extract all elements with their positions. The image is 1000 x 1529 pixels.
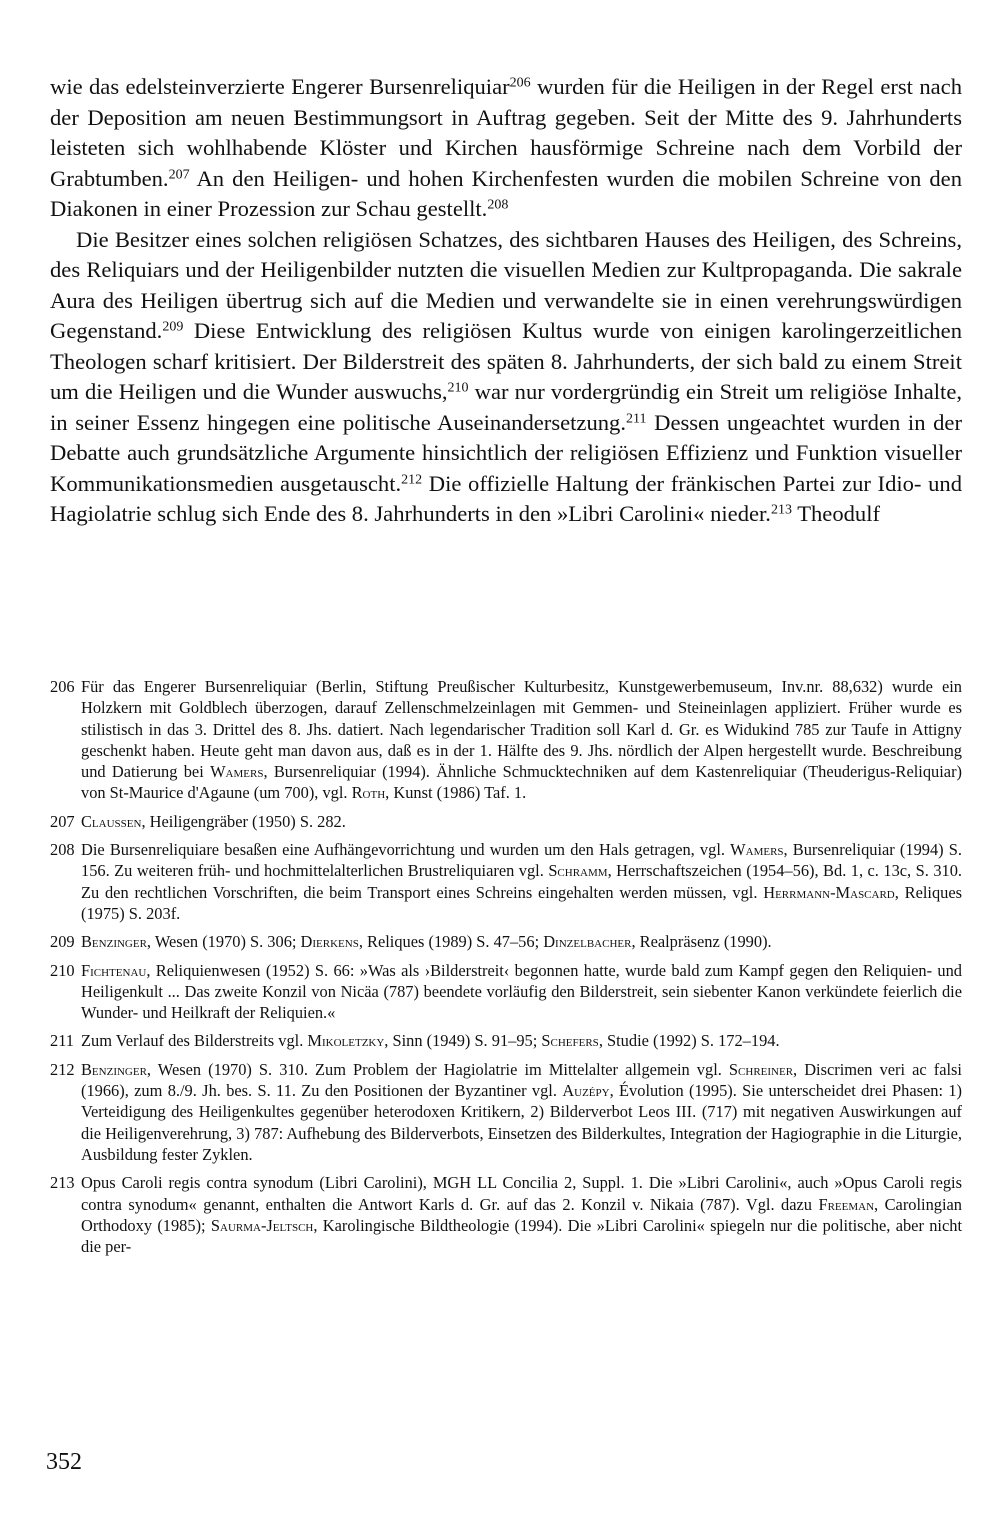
author-name: Schefers bbox=[541, 1031, 599, 1051]
footnote-212 bbox=[50, 1059, 962, 1165]
text-run: Die offizielle Haltung der fränkischen Partei zur Idio- und Hagiolatrie schlug sich Ende des 8. Jahrhunderts in den »Libri Carolini« nieder. bbox=[50, 470, 962, 526]
footnote-ref-210: 210 bbox=[447, 380, 469, 396]
footnote-ref-206: 206 bbox=[509, 75, 531, 91]
footnote-210 bbox=[50, 960, 962, 1024]
text-run: wurden für die Heiligen in der Regel erst nach der Deposition am neuen Bestimmungsort in Auftrag gegeben. Seit der Mitte des 9. Jahrhunderts leisteten sich wohlhabende Klöster und Kirchen hausförmige Schreine nach dem Vorbild der Grabtumben. bbox=[50, 74, 962, 191]
text-run: , Bursenreliquiar (1994) S. 156. Zu weiteren früh- und hochmittelalterlichen Brustreliquiaren vgl. bbox=[81, 840, 962, 881]
footnote-text bbox=[81, 931, 962, 952]
author-name: Benzinger bbox=[81, 932, 147, 952]
footnote-207 bbox=[50, 811, 962, 832]
text-run: , Studie (1992) S. 172–194. bbox=[598, 1031, 780, 1051]
footnote-206 bbox=[50, 676, 962, 804]
text-run: , Wesen (1970) S. 310. Zum Problem der Hagiolatrie im Mittelalter allgemein vgl. bbox=[146, 1059, 729, 1079]
text-run: , Sinn (1949) S. 91–95; bbox=[384, 1031, 542, 1051]
footnote-number: 210 bbox=[50, 960, 75, 980]
text-run: Dessen ungeachtet wurden in der Debatte auch grundsätzliche Argumente hinsichtlich der religiösen Effizienz und Funktion visueller Kommunikationsmedien ausgetauscht. bbox=[50, 409, 962, 496]
author-name: Roth bbox=[351, 783, 386, 803]
footnote-ref-208: 208 bbox=[487, 197, 509, 213]
footnote-ref-212: 212 bbox=[401, 471, 423, 487]
text-run: Opus Caroli regis contra synodum (Libri Carolini), MGH LL Concilia 2, Suppl. 1. Die »Libri Carolini«, auch »Opus Caroli regis contra synodum« genannt, enthalten die Antwort Karls d. Gr. auf das 2. Konzil v. Nikaia (787). Vgl. dazu bbox=[81, 1173, 962, 1214]
footnote-text bbox=[81, 1172, 962, 1257]
author-name: Mikoletzky bbox=[307, 1031, 385, 1051]
text-run: , Karolingische Bildtheologie (1994). Die »Libri Carolini« spiegeln nur die politische, aber nicht die per- bbox=[81, 1215, 962, 1257]
main-text bbox=[50, 72, 962, 530]
author-name: Claussen bbox=[81, 811, 142, 831]
author-name: Benzinger bbox=[81, 1059, 147, 1079]
author-name: Saurma-Jeltsch bbox=[210, 1215, 314, 1235]
text-run: , Reliques (1989) S. 47–56; bbox=[358, 932, 544, 952]
footnote-number: 207 bbox=[50, 811, 75, 831]
author-name: Wamers bbox=[730, 840, 784, 860]
text-run: Zum Verlauf des Bilderstreits vgl. bbox=[81, 1031, 308, 1051]
footnote-208 bbox=[50, 839, 962, 924]
footnotes bbox=[50, 676, 962, 1264]
text-run: , Kunst (1986) Taf. 1. bbox=[385, 783, 527, 803]
text-run: wie das edelsteinverzierte Engerer Bursenreliquiar bbox=[50, 74, 510, 99]
footnote-number: 213 bbox=[50, 1173, 75, 1193]
text-run: , Évolution (1995). Sie unterscheidet drei Phasen: 1) Verteidigung des Heiligenkultes gegenüber heterodoxen Kritikern, 2) Bilderverbot Leos III. (717) mit negativen Auswirkungen auf die Heiligenverehrung, 3) 787: Aufhebung des Bilderverbots, Einsetzen des Bilderkultes, Integration der Hagiographie in die Liturgie, Ausbildung fester Zyklen. bbox=[81, 1081, 962, 1164]
author-name: Dierkens bbox=[300, 932, 359, 952]
text-run: , Carolingian Orthodoxy (1985); bbox=[81, 1194, 962, 1235]
author-name: Schreiner bbox=[728, 1059, 794, 1079]
footnote-number: 212 bbox=[50, 1059, 75, 1079]
text-run: Die Besitzer eines solchen religiösen Schatzes, des sichtbaren Hauses des Heiligen, des Schreins, des Reliquiars und der Heiligenbilder nutzten die visuellen Medien zur Kultpropaganda. Die sakrale Aura des Heiligen übertrug sich auf die Medien und verwandelte sie in einen verehrungswürdigen Gegenstand. bbox=[50, 226, 962, 343]
text-run: , Discrimen veri ac falsi (1966), zum 8./9. Jh. bes. S. 11. Zu den Positionen der Byzantiner vgl. bbox=[81, 1059, 962, 1101]
author-name: Herrmann-Mascard bbox=[763, 882, 895, 902]
text-run: , Reliques (1975) S. 203f. bbox=[81, 882, 962, 923]
text-run: , Realpräsenz (1990). bbox=[631, 932, 772, 952]
page-number: 352 bbox=[46, 1449, 82, 1475]
footnote-text bbox=[81, 1059, 962, 1165]
author-name: Schramm bbox=[548, 861, 608, 881]
footnote-number: 211 bbox=[50, 1031, 74, 1051]
footnote-209 bbox=[50, 931, 962, 952]
author-name: Dinzelbacher bbox=[543, 932, 632, 952]
text-run: Die Bursenreliquiare besaßen eine Aufhängevorrichtung und wurden um den Hals getragen, vgl. bbox=[81, 840, 731, 860]
text-run: , Wesen (1970) S. 306; bbox=[146, 932, 301, 952]
footnote-ref-207: 207 bbox=[168, 166, 190, 182]
footnote-ref-213: 213 bbox=[770, 502, 792, 518]
footnote-number: 206 bbox=[50, 677, 75, 696]
text-run: , Heiligengräber (1950) S. 282. bbox=[141, 811, 346, 831]
footnote-text bbox=[81, 960, 962, 1024]
text-run: war nur vordergründig ein Streit um religiöse Inhalte, in seiner Essenz hingegen eine politische Auseinandersetzung. bbox=[50, 379, 962, 435]
paragraph-1 bbox=[50, 72, 962, 225]
footnote-text bbox=[81, 811, 962, 832]
author-name: Auzépy bbox=[562, 1081, 610, 1101]
footnote-number: 208 bbox=[50, 840, 75, 860]
text-run: , Reliquienwesen (1952) S. 66: »Was als ›Bilderstreit‹ begonnen hatte, wurde bald zum Kampf gegen den Reliquien- und Heiligenkult ... Das zweite Konzil von Nicäa (787) beendete vorläufig den Bilderstreit, sein siebenter Kanon verkündete feierlich die Wunder- und Heilkraft der Reliquien.« bbox=[81, 960, 962, 1023]
text-run: An den Heiligen- und hohen Kirchenfesten wurden die mobilen Schreine von den Diakonen in einer Prozession zur Schau gestellt. bbox=[50, 165, 962, 221]
footnote-ref-209: 209 bbox=[162, 319, 184, 335]
footnote-text bbox=[81, 839, 962, 924]
paragraph-2 bbox=[50, 225, 962, 530]
author-name: Freeman bbox=[818, 1194, 875, 1214]
text-run: , Herrschaftszeichen (1954–56), Bd. 1, c. 13c, S. 310. Zu den rechtlichen Vorschriften, die beim Transport eines Schreins eingehalten werden müssen, vgl. bbox=[81, 861, 962, 902]
footnote-text bbox=[81, 1030, 962, 1051]
footnote-text bbox=[81, 676, 962, 804]
footnote-number: 209 bbox=[50, 932, 75, 952]
footnote-ref-211: 211 bbox=[626, 410, 647, 426]
text-run: , Bursenreliquiar (1994). Ähnliche Schmucktechniken auf dem Kastenreliquiar (Theuderigus-Reliquiar) von St-Maurice d'Agaune (um 700), vgl. bbox=[81, 762, 962, 803]
text-run: Für das Engerer Bursenreliquiar (Berlin, Stiftung Preußischer Kulturbesitz, Kunstgewerbemuseum, Inv.nr. 88,632) wurde ein Holzkern mit Goldblech überzogen, darauf Zellenschmelzeinlagen mit Gemmen- und Steineinlagen appliziert. Früher wurde es stilistisch in das 3. Drittel des 8. Jhs. datiert. Nach legendarischer Tradition soll Karl d. Gr. es Widukind 785 zur Taufe in Attigny geschenkt haben. Heute geht man davon aus, daß es in der 1. Hälfte des 9. Jhs. nördlich der Alpen hergestellt wurde. Beschreibung und Datierung bei bbox=[81, 677, 962, 782]
author-name: Wamers bbox=[210, 762, 264, 782]
footnote-211 bbox=[50, 1030, 962, 1051]
text-run: Diese Entwicklung des religiösen Kultus wurde von einigen karolingerzeitlichen Theologen scharf kritisiert. Der Bilderstreit des späten 8. Jahrhunderts, der sich bald zu einem Streit um die Heiligen und die Wunder auswuchs, bbox=[50, 318, 962, 404]
footnote-213 bbox=[50, 1172, 962, 1257]
text-run: Theodulf bbox=[791, 501, 881, 526]
author-name: Fichtenau bbox=[81, 960, 147, 980]
